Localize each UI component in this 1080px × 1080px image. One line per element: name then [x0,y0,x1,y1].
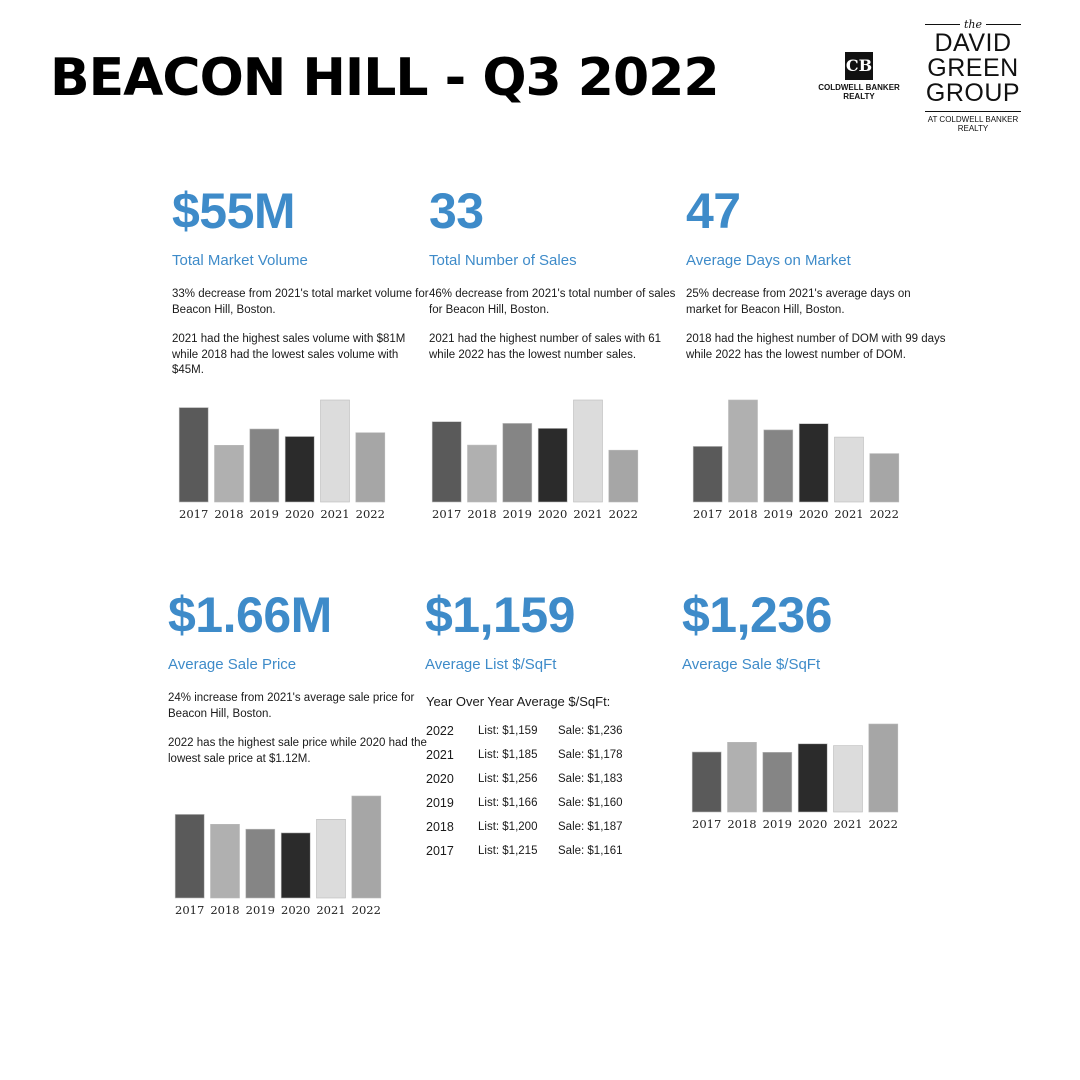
tick-label-2022: 2022 [355,507,385,521]
tick-label-2018: 2018 [210,903,240,917]
stat-value: $55M [172,183,296,239]
table-row [426,743,686,767]
tick-label-2022: 2022 [869,507,899,521]
chart-total-market-volume [176,396,388,522]
stat-description [686,287,946,363]
stat-value: $1,159 [425,587,575,643]
bar-2021 [317,819,346,898]
yoy-list-price: List: $1,159 [478,725,538,737]
yoy-list-price: List: $1,215 [478,845,538,857]
tick-label-2021: 2021 [833,817,863,831]
stat-label: Average Sale $/SqFt [682,656,821,673]
bar-chart [690,396,902,522]
bar-2018 [468,445,497,502]
stat-value: 33 [429,183,484,239]
yoy-year: 2018 [426,820,454,834]
yoy-year: 2021 [426,748,454,762]
table-row [426,815,686,839]
tick-label-2017: 2017 [175,903,205,917]
stat-desc-1: 24% increase from 2021's average sale price for Beacon Hill, Boston. [168,692,415,720]
dgg-logo-rule [925,111,1021,112]
bar-2019 [764,430,793,502]
chart-average-sale-price [172,792,384,918]
bar-2021 [321,400,350,502]
bar-2020 [798,744,827,812]
stat-label: Total Market Volume [172,252,308,269]
yoy-sale-price: Sale: $1,160 [558,797,623,809]
stat-description [168,691,428,767]
bar-2017 [175,814,204,898]
stat-description [172,287,432,379]
stat-value: 47 [686,183,741,239]
stat-desc-2: 2021 had the highest sales volume with $81M while 2018 had the lowest sales volume with $45M. [172,333,406,377]
tick-label-2020: 2020 [285,507,315,521]
bar-2020 [799,424,828,502]
coldwell-banker-logo [812,52,906,101]
stat-desc-1: 33% decrease from 2021's total market volume for Beacon Hill, Boston. [172,288,429,316]
cb-logo-mark: CB [845,52,873,80]
tick-label-2020: 2020 [799,507,829,521]
table-row [426,719,686,743]
stat-label: Average List $/SqFt [425,656,557,673]
stat-desc-2: 2021 had the highest number of sales with 61 while 2022 has the lowest number sales. [429,333,662,361]
bar-2020 [285,437,314,503]
tick-label-2017: 2017 [693,507,723,521]
stat-label: Average Days on Market [686,252,851,269]
dgg-logo-line1: DAVID [934,29,1012,57]
yoy-list-price: List: $1,256 [478,773,538,785]
table-row [426,791,686,815]
dgg-logo-sub1: AT COLDWELL BANKER [927,115,1019,124]
cb-logo-text: COLDWELL BANKER REALTY [818,83,900,102]
bar-2017 [179,408,208,502]
bar-2022 [869,724,898,812]
bar-2018 [211,824,240,898]
yoy-sale-price: Sale: $1,187 [558,821,623,833]
tick-label-2021: 2021 [316,903,346,917]
dgg-logo-line2: GREEN [927,54,1019,82]
stat-average-days-on-market [686,183,946,377]
bar-2022 [870,454,899,502]
bar-2019 [503,423,532,502]
tick-label-2020: 2020 [281,903,311,917]
tick-label-2020: 2020 [538,507,568,521]
bar-2019 [246,829,275,898]
dgg-logo-line3: GROUP [925,79,1021,107]
tick-label-2019: 2019 [762,817,792,831]
yoy-year: 2020 [426,772,454,786]
tick-label-2018: 2018 [728,507,758,521]
stat-desc-1: 46% decrease from 2021's total number of sales for Beacon Hill, Boston. [429,288,676,316]
stat-total-market-volume [172,183,432,393]
tick-label-2019: 2019 [763,507,793,521]
stat-desc-2: 2018 had the highest number of DOM with 99 days while 2022 has the lowest number of DOM. [686,333,946,361]
yoy-sale-price: Sale: $1,178 [558,749,623,761]
yoy-year: 2022 [426,724,454,738]
bar-chart [689,716,901,832]
tick-label-2017: 2017 [179,507,209,521]
bar-2017 [693,446,722,502]
yoy-year: 2017 [426,844,454,858]
tick-label-2019: 2019 [249,507,279,521]
chart-average-sale-sqft [689,716,901,832]
bar-chart [176,396,388,522]
david-green-group-logo [925,18,1021,134]
stat-average-list-sqft [425,587,685,673]
chart-total-number-of-sales [429,396,641,522]
table-row [426,767,686,791]
tick-label-2020: 2020 [798,817,828,831]
bar-2018 [728,742,757,812]
tick-label-2021: 2021 [573,507,603,521]
yoy-list-price: List: $1,166 [478,797,538,809]
bar-2021 [835,437,864,502]
bar-2019 [763,752,792,812]
dgg-logo-the: the [925,18,1021,31]
tick-label-2018: 2018 [214,507,244,521]
stat-label: Average Sale Price [168,656,297,673]
stat-average-sale-price [168,587,428,781]
bar-2018 [729,400,758,502]
stat-value: $1,236 [682,587,832,643]
yoy-table [426,694,686,863]
bar-chart [172,792,384,918]
stat-average-sale-sqft [682,587,942,673]
tick-label-2022: 2022 [351,903,381,917]
yoy-sale-price: Sale: $1,161 [558,845,623,857]
bar-2020 [538,428,567,502]
stat-desc-1: 25% decrease from 2021's average days on market for Beacon Hill, Boston. [686,288,911,316]
stat-description [429,287,689,363]
yoy-heading: Year Over Year Average $/SqFt: [426,694,611,709]
bar-2020 [281,833,310,898]
tick-label-2021: 2021 [320,507,350,521]
yoy-list-price: List: $1,200 [478,821,538,833]
tick-label-2019: 2019 [245,903,275,917]
stat-value: $1.66M [168,587,332,643]
stat-desc-2: 2022 has the highest sale price while 2020 had the lowest sale price at $1.12M. [168,737,427,765]
tick-label-2022: 2022 [608,507,638,521]
tick-label-2017: 2017 [692,817,722,831]
bar-2017 [432,422,461,502]
stat-total-number-of-sales [429,183,689,377]
tick-label-2017: 2017 [432,507,462,521]
yoy-year: 2019 [426,796,454,810]
chart-average-days-on-market [690,396,902,522]
tick-label-2021: 2021 [834,507,864,521]
bar-2017 [692,752,721,812]
page-title: BEACON HILL - Q3 2022 [50,48,719,108]
tick-label-2022: 2022 [868,817,898,831]
bar-2022 [609,450,638,502]
tick-label-2018: 2018 [467,507,497,521]
bar-2021 [834,746,863,812]
yoy-sale-price: Sale: $1,183 [558,773,623,785]
dgg-logo-sub2: REALTY [957,123,989,133]
bar-chart [429,396,641,522]
yoy-list-price: List: $1,185 [478,749,538,761]
stat-label: Total Number of Sales [429,252,577,269]
bar-2022 [356,433,385,502]
bar-2018 [215,445,244,502]
bar-2022 [352,796,381,898]
yoy-sale-price: Sale: $1,236 [558,725,623,737]
tick-label-2019: 2019 [502,507,532,521]
bar-2019 [250,429,279,502]
bar-2021 [574,400,603,502]
tick-label-2018: 2018 [727,817,757,831]
table-row [426,839,686,863]
